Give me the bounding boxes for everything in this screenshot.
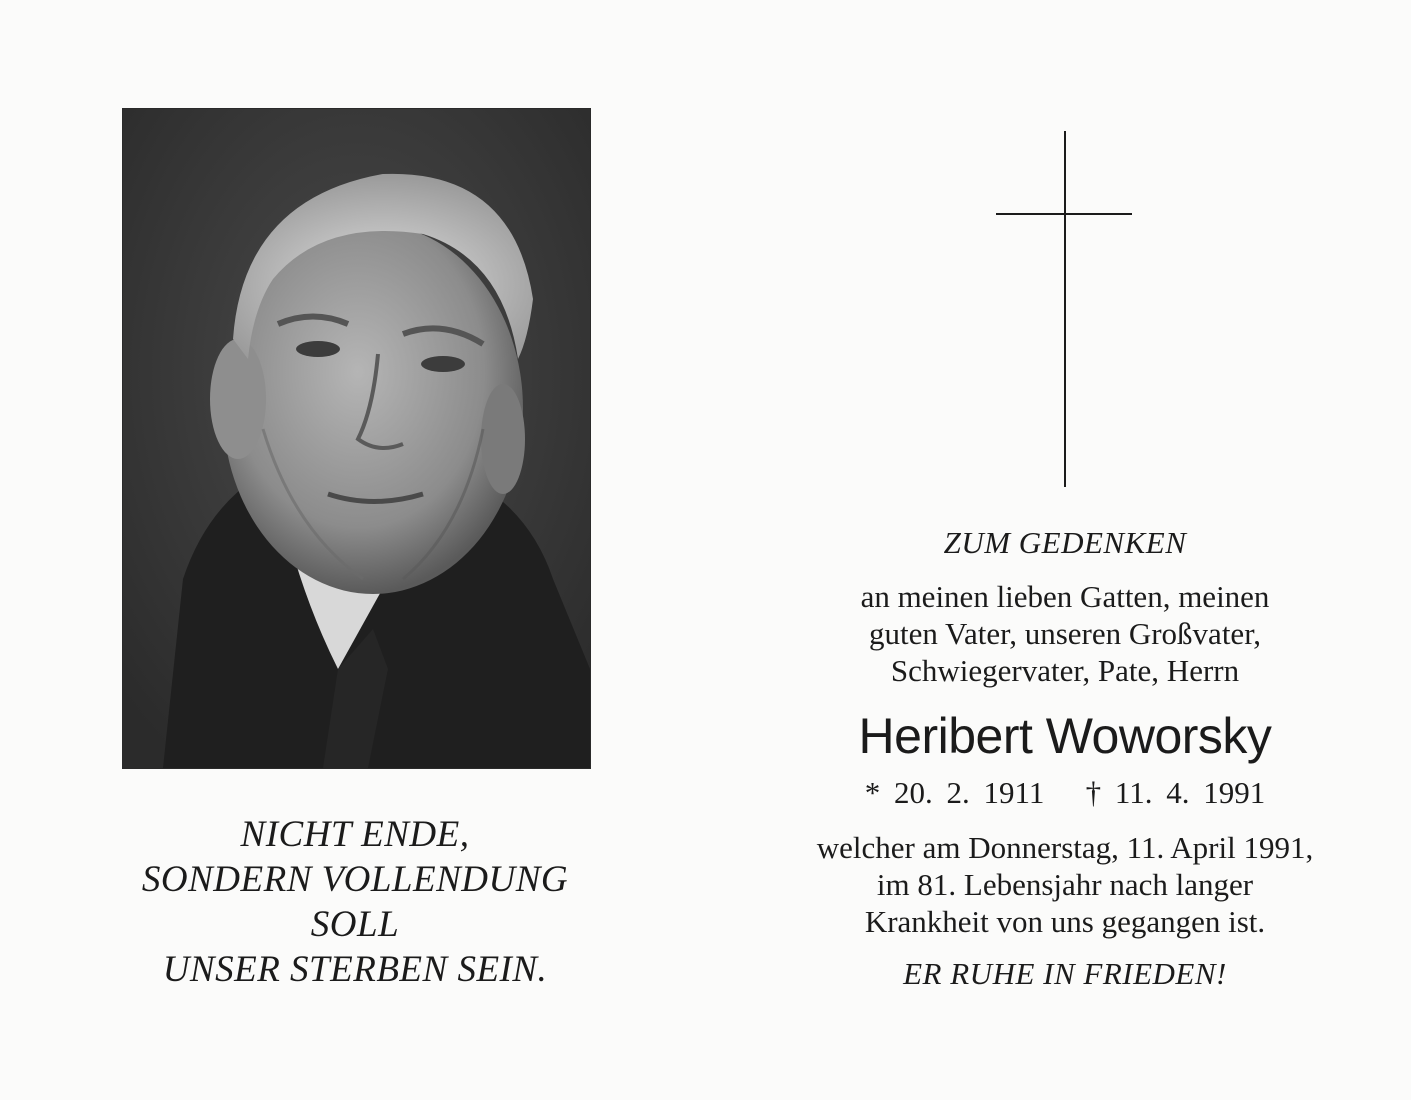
death-line: im 81. Lebensjahr nach langer xyxy=(876,867,1254,902)
intro-line: guten Vater, unseren Großvater, xyxy=(868,616,1262,651)
death-notice xyxy=(760,829,1370,940)
cross-horizontal-bar xyxy=(996,213,1132,215)
closing-blessing: ER RUHE IN FRIEDEN! xyxy=(903,956,1227,991)
motto-line: NICHT ENDE, xyxy=(240,814,470,855)
death-line: welcher am Donnerstag, 11. April 1991, xyxy=(816,830,1314,865)
death-line: Krankheit von uns gegangen ist. xyxy=(864,904,1266,939)
deceased-name: Heribert Woworsky xyxy=(858,708,1272,764)
motto-line: UNSER STERBEN SEIN. xyxy=(162,949,548,990)
motto-line: SONDERN VOLLENDUNG xyxy=(141,859,569,900)
intro-line: an meinen lieben Gatten, meinen xyxy=(860,579,1270,614)
portrait-illustration xyxy=(123,109,590,768)
intro-line: Schwiegervater, Pate, Herrn xyxy=(890,653,1240,688)
motto xyxy=(110,812,600,992)
cross-vertical-bar xyxy=(1064,131,1066,487)
memorial-heading: ZUM GEDENKEN xyxy=(943,525,1187,560)
portrait-photo xyxy=(123,109,590,768)
life-dates: * 20. 2. 1911 † 11. 4. 1991 xyxy=(864,775,1266,810)
memorial-intro xyxy=(760,578,1370,689)
motto-line: SOLL xyxy=(310,904,400,945)
